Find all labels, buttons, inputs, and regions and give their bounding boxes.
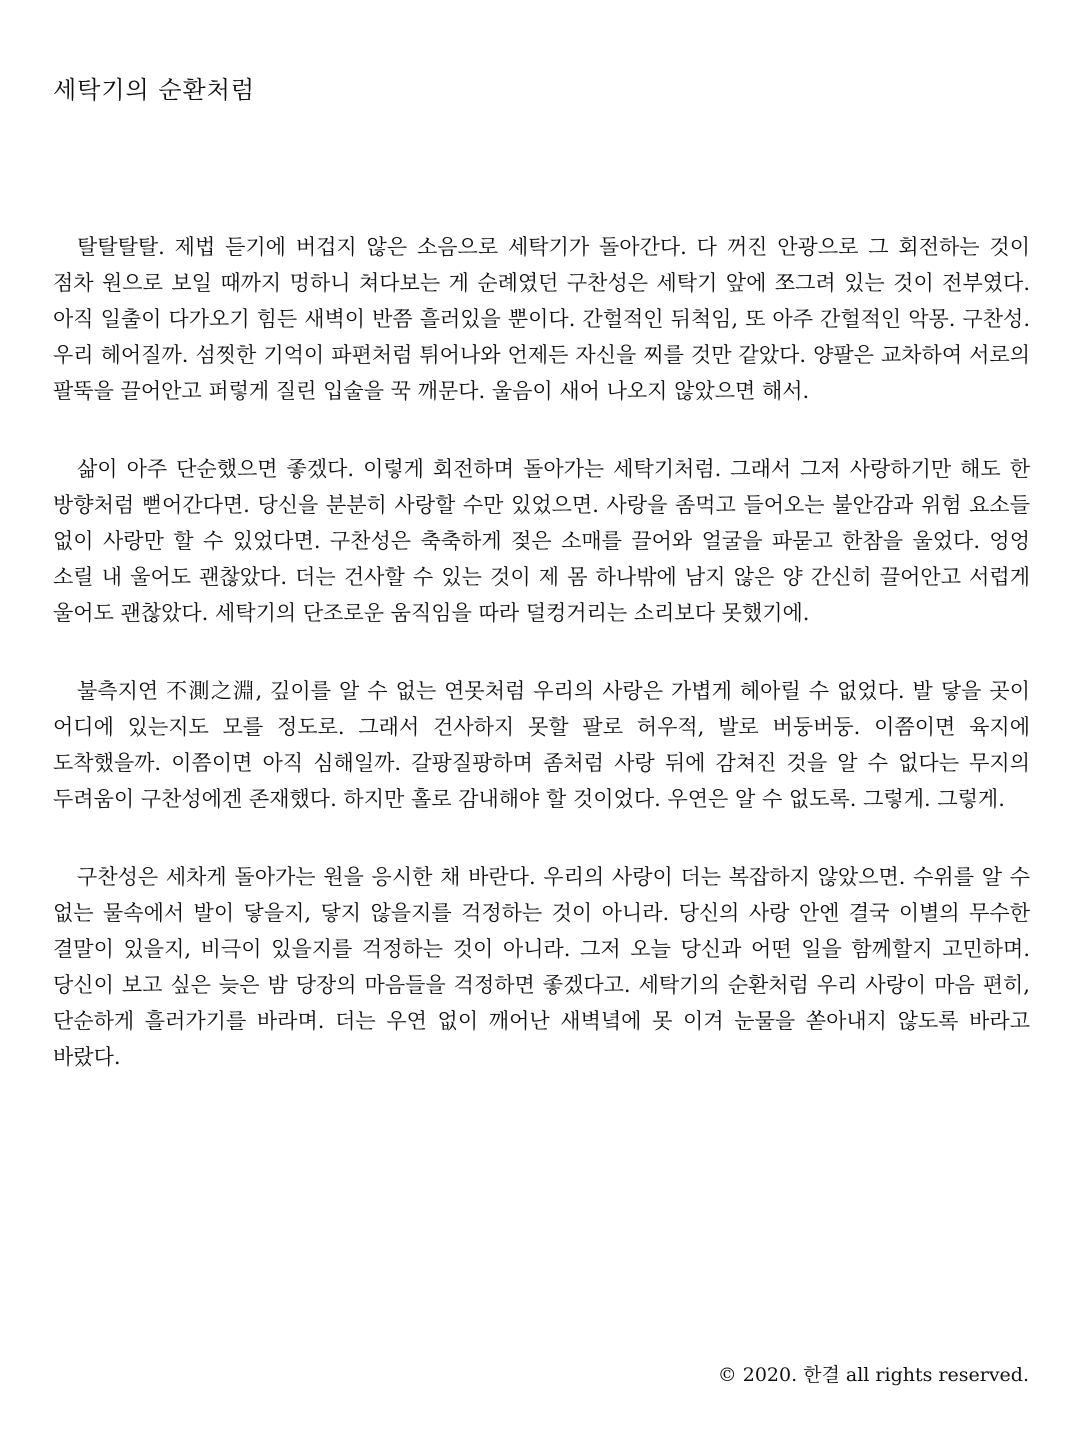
paragraph-2: 삶이 아주 단순했으면 좋겠다. 이렇게 회전하며 돌아가는 세탁기처럼. 그래서 그저 사랑하기만 해도 한 방향처럼 뻗어간다면. 당신을 분분히 사랑할 수만 있었으면. 사랑을 좀먹고 들어오는 불안감과 위험 요소들 없이 사랑만 할 수 있었다면. 구찬성은 축축하게 젖은 소매를 끌어와 얼굴을 파묻고 한참을 울었다. 엉엉 소릴 내 울어도 괜찮았다. 더는 건사할 수 있는 것이 제 몸 하나밖에 남지 않은 양 간신히 끌어안고 서럽게 울어도 괜찮았다. 세탁기의 단조로운 움직임을 따라 덜컹거리는 소리보다 못했기에.: [53, 457, 1030, 625]
paragraph-3: 불측지연 不測之淵, 깊이를 알 수 없는 연못처럼 우리의 사랑은 가볍게 헤아릴 수 없었다. 발 닿을 곳이 어디에 있는지도 모를 정도로. 그래서 건사하지 못할 팔로 허우적, 발로 버둥버둥. 이쯤이면 육지에 도착했을까. 이쯤이면 아직 심해일까. 갈팡질팡하며 좀처럼 사랑 뒤에 감쳐진 것을 알 수 없다는 무지의 두려움이 구찬성에겐 존재했다. 하지만 홀로 감내해야 할 것이었다. 우연은 알 수 없도록. 그렇게. 그렇게.: [53, 679, 1030, 811]
document-body: [53, 229, 1030, 1117]
paragraph-4: 구찬성은 세차게 돌아가는 원을 응시한 채 바란다. 우리의 사랑이 더는 복잡하지 않았으면. 수위를 알 수 없는 물속에서 발이 닿을지, 닿지 않을지를 걱정하는 것이 아니라. 당신의 사랑 안엔 결국 이별의 무수한 결말이 있을지, 비극이 있을지를 걱정하는 것이 아니라. 그저 오늘 당신과 어떤 일을 함께할지 고민하며. 당신이 보고 싶은 늦은 밤 당장의 마음들을 걱정하면 좋겠다고. 세탁기의 순환처럼 우리 사랑이 마음 편히, 단순하게 흘러가기를 바라며. 더는 우연 없이 깨어난 새벽녘에 못 이겨 눈물을 쏟아내지 않도록 바라고 바랐다.: [53, 865, 1030, 1069]
paragraph-1: 탈탈탈탈. 제법 듣기에 버겁지 않은 소음으로 세탁기가 돌아간다. 다 꺼진 안광으로 그 회전하는 것이 점차 원으로 보일 때까지 멍하니 쳐다보는 게 순례였던 구찬성은 세탁기 앞에 쪼그려 있는 것이 전부였다. 아직 일출이 다가오기 힘든 새벽이 반쯤 흘러있을 뿐이다. 간헐적인 뒤척임, 또 아주 간헐적인 악몽. 구찬성. 우리 헤어질까. 섬찟한 기억이 파편처럼 튀어나와 언제든 자신을 찌를 것만 같았다. 양팔은 교차하여 서로의 팔뚝을 끌어안고 퍼렇게 질린 입술을 꾹 깨문다. 울음이 새어 나오지 않았으면 해서.: [53, 235, 1030, 403]
copyright-footer: © 2020. 한결 all rights reserved.: [717, 1364, 1029, 1386]
document-title: 세탁기의 순환처럼: [53, 76, 256, 104]
